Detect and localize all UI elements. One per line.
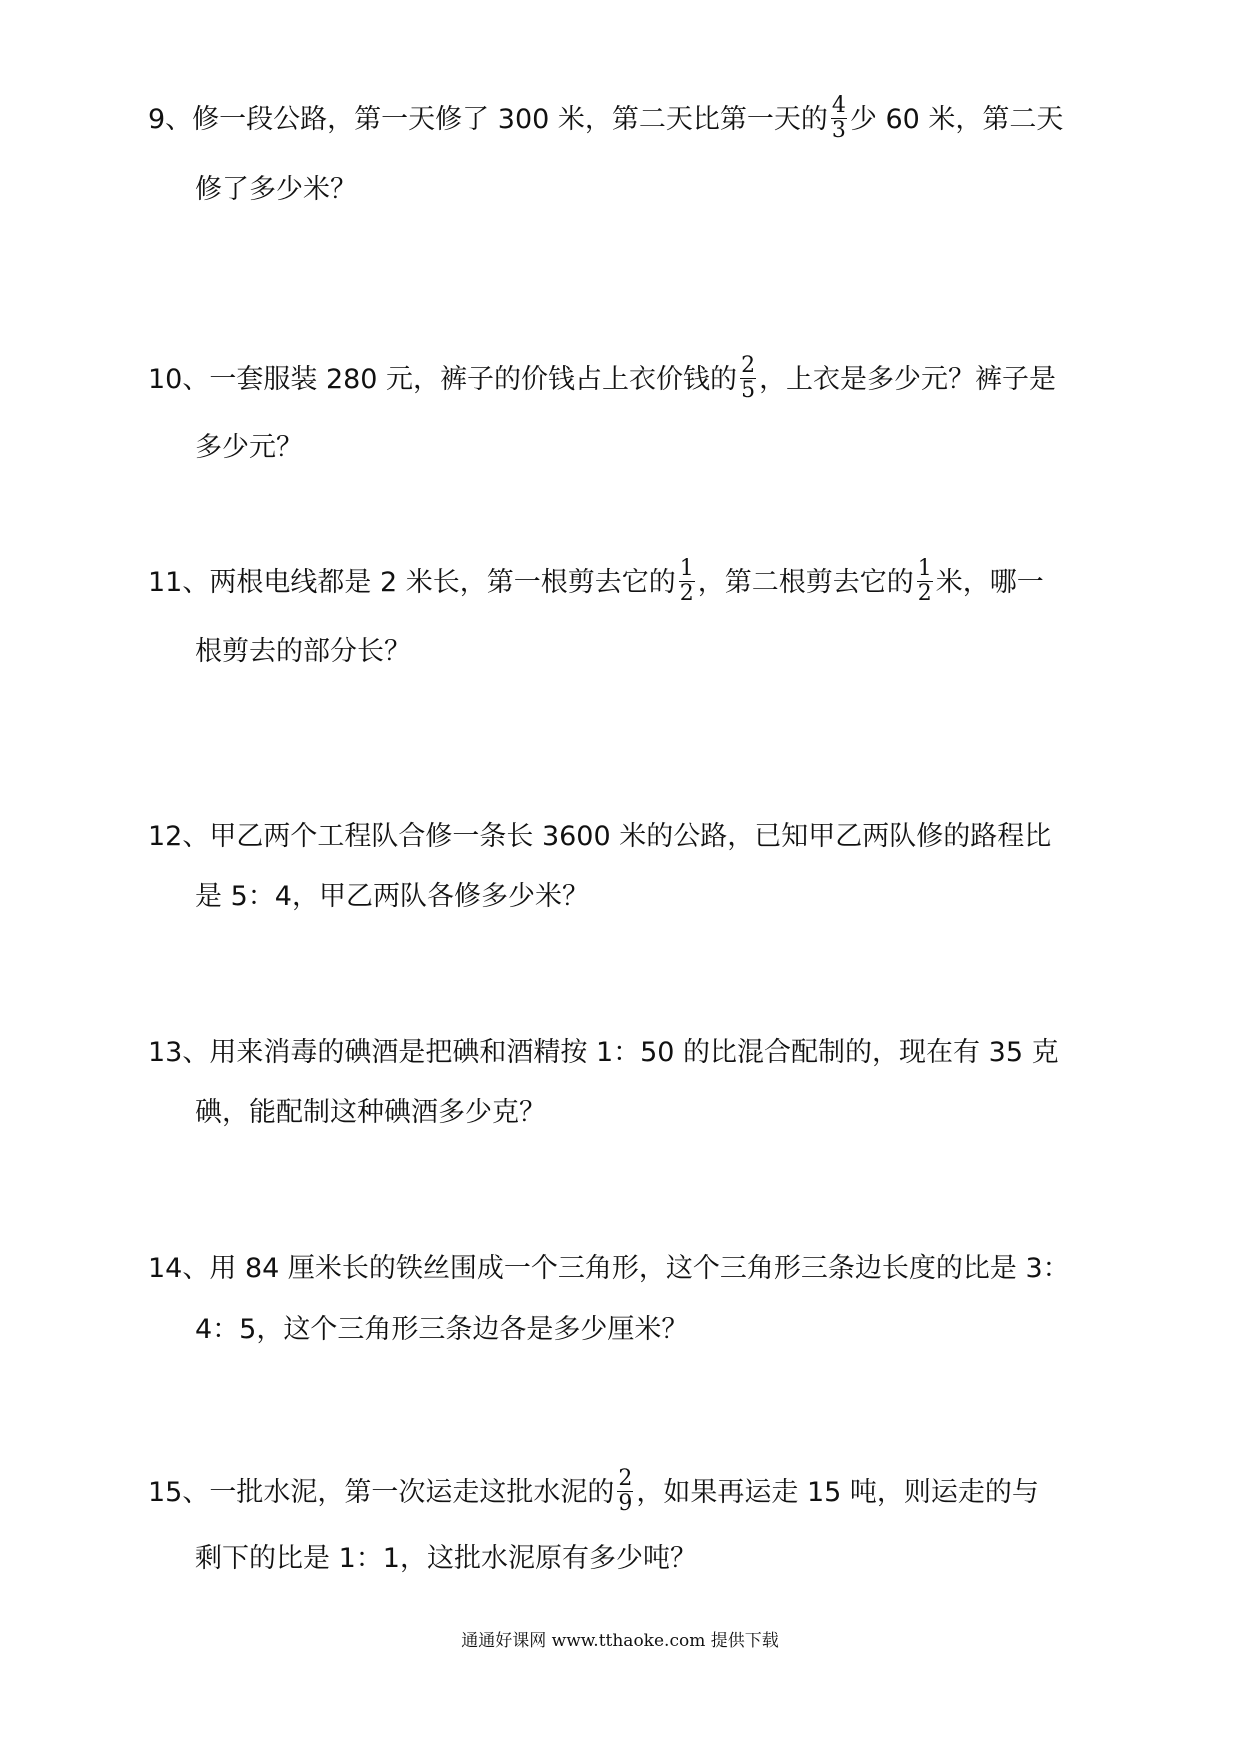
problem-15-line-1 bbox=[148, 1465, 1098, 1521]
problem-11-text-b: ，第二根剪去它的 bbox=[697, 567, 914, 598]
fraction bbox=[679, 557, 695, 606]
fraction bbox=[831, 94, 847, 143]
fraction-denominator: 5 bbox=[741, 378, 756, 403]
problem-15-line-2: 剩下的比是 1：1，这批水泥原有多少吨？ bbox=[195, 1543, 697, 1574]
problem-10-text-a: 10、一套服装 280 元，裤子的价钱占上衣价钱的 bbox=[148, 364, 738, 395]
problem-9-text-a: 9、修一段公路，第一天修了 300 米，第二天比第一天的 bbox=[148, 104, 828, 135]
problem-13-line-2: 碘，能配制这种碘酒多少克？ bbox=[195, 1097, 546, 1128]
problem-11-text-a: 11、两根电线都是 2 米长，第一根剪去它的 bbox=[148, 567, 676, 598]
problem-10-text-b: ，上衣是多少元？裤子是 bbox=[759, 364, 1057, 395]
fraction-numerator: 1 bbox=[917, 556, 932, 581]
problem-9-text-b: 少 60 米，第二天 bbox=[849, 104, 1064, 135]
fraction-denominator: 2 bbox=[917, 581, 932, 606]
problem-12-text-a: 12、甲乙两个工程队合修一条长 3600 米的公路，已知甲乙两队修的路程比 bbox=[148, 821, 1052, 852]
fraction-numerator: 2 bbox=[618, 1466, 633, 1491]
problem-11-line-2: 根剪去的部分长？ bbox=[195, 636, 411, 667]
fraction bbox=[617, 1467, 633, 1516]
fraction-numerator: 2 bbox=[741, 353, 756, 378]
fraction-numerator: 1 bbox=[679, 556, 694, 581]
fraction-denominator: 2 bbox=[679, 581, 694, 606]
problem-13-line-1 bbox=[148, 1025, 1098, 1081]
fraction-numerator: 4 bbox=[831, 93, 846, 118]
problem-14-text-a: 14、用 84 厘米长的铁丝围成一个三角形，这个三角形三条边长度的比是 3： bbox=[148, 1253, 1070, 1284]
problem-10-line-1 bbox=[148, 352, 1098, 408]
problem-11-line-1 bbox=[148, 555, 1098, 611]
problem-15-text-a: 15、一批水泥，第一次运走这批水泥的 bbox=[148, 1477, 615, 1508]
fraction bbox=[917, 557, 933, 606]
problem-12-line-1 bbox=[148, 809, 1098, 865]
fraction-denominator: 3 bbox=[831, 118, 846, 143]
problem-14-line-2: 4：5，这个三角形三条边各是多少厘米？ bbox=[195, 1314, 689, 1345]
fraction bbox=[740, 354, 756, 403]
problem-13-text-a: 13、用来消毒的碘酒是把碘和酒精按 1：50 的比混合配制的，现在有 35 克 bbox=[148, 1037, 1059, 1068]
problem-11-text-c: 米，哪一 bbox=[935, 567, 1044, 598]
page-footer: 通通好课网 www.tthaoke.com 提供下载 bbox=[461, 1631, 779, 1651]
problem-9-line-1 bbox=[148, 92, 1098, 148]
problem-15-text-b: ，如果再运走 15 吨，则运走的与 bbox=[636, 1477, 1039, 1508]
fraction-denominator: 9 bbox=[618, 1491, 633, 1516]
problem-12-line-2: 是 5：4，甲乙两队各修多少米？ bbox=[195, 881, 589, 912]
problem-10-line-2: 多少元？ bbox=[195, 432, 303, 463]
problem-9-line-2: 修了多少米？ bbox=[195, 174, 357, 205]
problem-14-line-1 bbox=[148, 1241, 1098, 1297]
